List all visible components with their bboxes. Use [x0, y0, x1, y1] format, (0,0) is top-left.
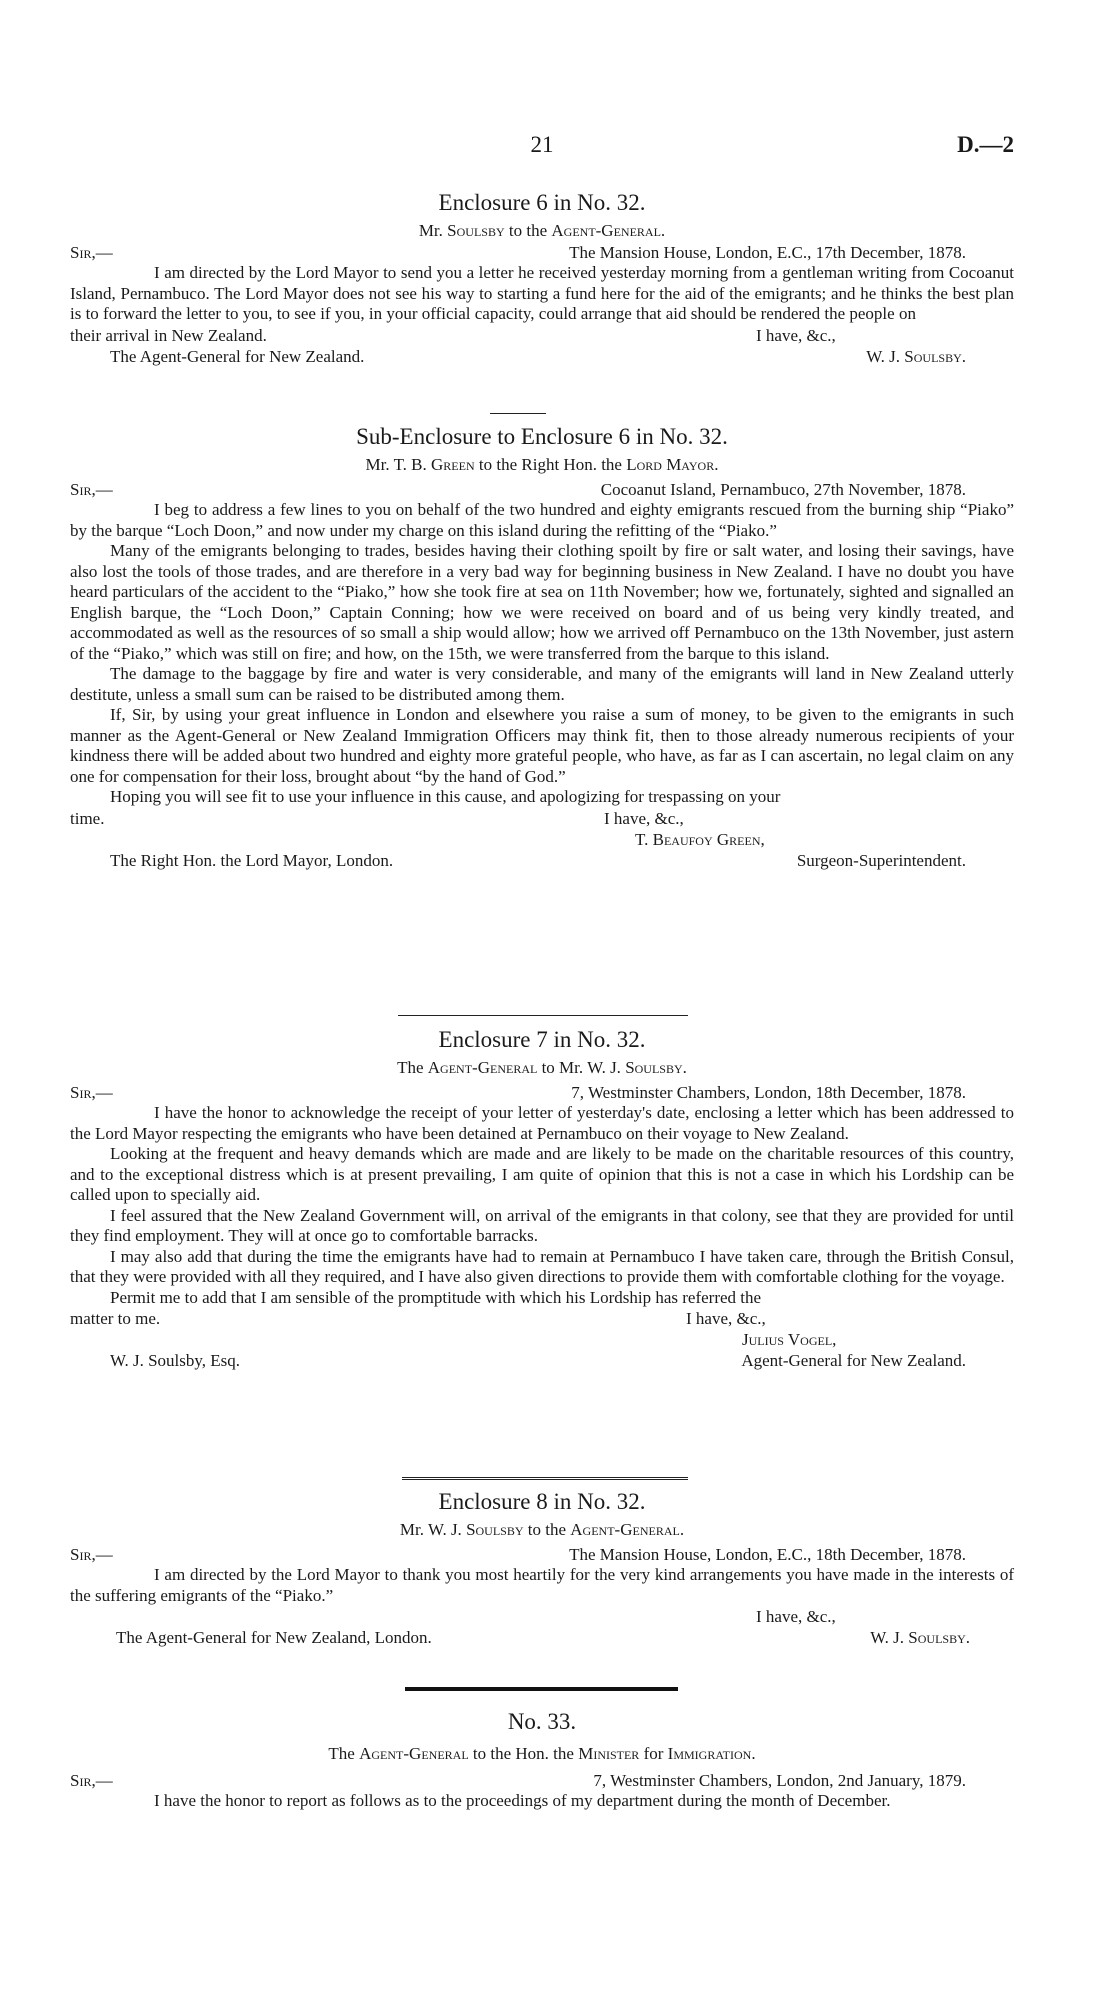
signature: W. J. Soulsby.: [866, 346, 966, 366]
section-title: No. 33.: [507, 1709, 577, 1734]
letter-address: The Mansion House, London, E.C., 18th December, 1878.: [569, 1545, 966, 1564]
no-33: [70, 1707, 1014, 1812]
recipient: The Agent-General for New Zealand, London.: [116, 1628, 432, 1647]
letter-from-to: The Agent-General to Mr. W. J. Soulsby.: [397, 1058, 687, 1077]
section-title: Enclosure 7 in No. 32.: [438, 1027, 646, 1052]
recipient: W. J. Soulsby, Esq.: [110, 1351, 241, 1370]
section-title: Enclosure 8 in No. 32.: [438, 1489, 646, 1514]
divider: [490, 413, 546, 414]
closing: I have, &c.,: [756, 325, 836, 345]
letter-paragraph: The damage to the baggage by fire and water is very considerable, and many of the emigrants will land in New Zealand utterly destitute, unless a small sum can be raised to be distributed among them.: [70, 664, 1014, 704]
letter-address: 7, Westminster Chambers, London, 2nd January, 1879.: [593, 1771, 966, 1790]
letter-from-to: Mr. W. J. Soulsby to the Agent-General.: [399, 1520, 685, 1539]
letter-paragraph: I may also add that during the time the emigrants have had to remain at Pernambuco I have taken care, through the British Consul, that they were provided with all they required, and I have also given directions to provide them with comfortable clothing for the voyage.: [70, 1246, 1014, 1286]
letter-paragraph: If, Sir, by using your great influence in London and elsewhere you raise a sum of money, to be given to the emigrants in such manner as the Agent-General or New Zealand Immigration Officers may think fit, then to those already numerous recipients of your kindness there will be added about two hundred and eighty more grateful people, who have, as far as I can ascertain, no legal claim on any one for compensation for their loss, brought about “by the hand of God.”: [70, 705, 1014, 786]
letter-paragraph: I am directed by the Lord Mayor to thank you most heartily for the very kind arrangements you have made in the interests of the suffering emigrants of the “Piako.”: [70, 1565, 1014, 1605]
salutation-address-line: [70, 1544, 1014, 1565]
section-title: Sub-Enclosure to Enclosure 6 in No. 32.: [356, 424, 728, 449]
recipient: The Agent-General for New Zealand.: [110, 346, 365, 366]
divider: [402, 1477, 688, 1480]
signature-title: Agent-General for New Zealand.: [741, 1351, 966, 1370]
letter-paragraph: I am directed by the Lord Mayor to send you a letter he received yesterday morning from a gentleman writing from Cocoanut Island, Pernambuco. The Lord Mayor does not see his way to starting a fund here for the aid of the emigrants; and he thinks the best plan is to forward the letter to you, to see if you, in your official capacity, could arrange that aid should be rendered the people on: [70, 263, 1014, 323]
sub-enclosure: Sub-Enclosure to Enclosure 6 in No. 32. Mr. T. B. Green to the Right Hon. the Lord Mayor. Sir,— Cocoanut Island, Pernambuco, 27th November, 1878. I beg to address a few lines to you on behalf of the two hundred and eighty emigrants rescued from the burning ship “Piako” by the barque “Loch Doon,” and now under my charge on this island during the refitting of the “Piako.” Many of the emigrants belonging to trades, besides having their clothing spoilt by fire or salt water, and losing their savings, have also lost the tools of those trades, and are therefore in a very bad way for beginning business in New Zealand. I have no doubt you have heard particulars of the accident to the “Piako,” how she took fire at sea on 11th November; how we, fortunately, sighted and signalled an English barque, the “Loch Doon,” Captain Conning; how we were received on board and of us being very kindly treated, and accommodated as well as the resources of so small a ship would allow; how we arrived off Pernambuco on the 13th November, just astern of the “Piako,” which was still on fire; and how, on the 15th, we were transferred from the barque to this island. The damage to the baggage by fire and water is very considerable, and many of the emigrants will land in New Zealand utterly destitute, unless a small sum can be raised to be distributed among them. If, Sir, by using your great influence in London and elsewhere you raise a sum of money, to be given to the emigrants in such manner as the Agent-General or New Zealand Immigration Officers may think fit, then to those already numerous recipients of your kindness there will be added about two hundred and eighty more grateful people, who have, as far as I can ascertain, no legal claim on any one for compensation for their loss, brought about “by the hand of God.” Hoping you will see fit to use your influence in this cause, and apologizing for trespassing on your time. I have, &c., T. Beaufoy Green, The Right Hon. the Lord Mayor, London. Surgeon-Superintendent.: [70, 424, 1014, 870]
signature-title: Surgeon-Superintendent.: [796, 850, 966, 870]
letter-paragraph: I feel assured that the New Zealand Government will, on arrival of the emigrants in that colony, see that they are provided for until they find employment. They will at once go to comfortable barracks.: [70, 1205, 1014, 1245]
signature: W. J. Soulsby.: [870, 1628, 970, 1647]
letter-paragraph: Permit me to add that I am sensible of the promptitude with which his Lordship has referred the: [110, 1287, 762, 1307]
letter-from-to: Mr. T. B. Green to the Right Hon. the Lord Mayor.: [365, 455, 719, 474]
letter-address: 7, Westminster Chambers, London, 18th December, 1878.: [571, 1083, 966, 1102]
section-title: Enclosure 6 in No. 32.: [438, 190, 646, 215]
letter-paragraph: Many of the emigrants belonging to trades, besides having their clothing spoilt by fire or salt water, and losing their savings, have also lost the tools of those trades, and are therefore in a very bad way for beginning business in New Zealand. I have no doubt you have heard particulars of the accident to the “Piako,” how she took fire at sea on 11th November; how we, fortunately, sighted and signalled an English barque, the “Loch Doon,” Captain Conning; how we were received on board and of us being very kindly treated, and accommodated as well as the resources of so small a ship would allow; how we arrived off Pernambuco on the 13th November, just astern of the “Piako,” which was still on fire; and how, on the 15th, we were transferred from the barque to this island.: [70, 541, 1014, 663]
signature: T. Beaufoy Green,: [635, 829, 765, 849]
enclosure-8: [70, 1487, 1014, 1648]
recipient: The Right Hon. the Lord Mayor, London.: [110, 850, 394, 870]
closing: I have, &c.,: [686, 1309, 766, 1328]
salutation: Sir,—: [70, 1083, 113, 1102]
closing: I have, &c.,: [756, 1607, 836, 1626]
page-header: [70, 132, 1014, 162]
salutation-address-line: [70, 479, 1014, 500]
letter-from-to: The Agent-General to the Hon. the Minister for Immigration.: [328, 1744, 756, 1763]
letter-paragraph: Hoping you will see fit to use your influence in this cause, and apologizing for trespassing on your: [110, 787, 781, 806]
letter-paragraph: I have the honor to report as follows as to the proceedings of my department during the month of December.: [154, 1791, 891, 1810]
salutation: Sir,—: [70, 1545, 113, 1564]
enclosure-6: Enclosure 6 in No. 32. Mr. Soulsby to the Agent-General. Sir,— The Mansion House, London, E.C., 17th December, 1878. I am directed by the Lord Mayor to send you a letter he received yesterday morning from a gentleman writing from Cocoanut Island, Pernambuco. The Lord Mayor does not see his way to starting a fund here for the aid of the emigrants; and he thinks the best plan is to forward the letter to you, to see if you, in your official capacity, could arrange that aid should be rendered the people on their arrival in New Zealand. I have, &c., The Agent-General for New Zealand. W. J. Soulsby.: [70, 190, 1014, 366]
letter-from-to: Mr. Soulsby to the Agent-General.: [418, 221, 666, 240]
enclosure-7: Enclosure 7 in No. 32. The Agent-General to Mr. W. J. Soulsby. Sir,— 7, Westminster Chambers, London, 18th December, 1878. I have the honor to acknowledge the receipt of your letter of yesterday's date, enclosing a letter which has been addressed to the Lord Mayor respecting the emigrants who have been detained at Pernambuco on their voyage to New Zealand. Looking at the frequent and heavy demands which are made and are likely to be made on the charitable resources of this country, and to the exceptional distress which is at present prevailing, I am quite of opinion that this is not a case in which his Lordship can be called upon to specially aid. I feel assured that the New Zealand Government will, on arrival of the emigrants in that colony, see that they are provided for until they find employment. They will at once go to comfortable barracks. I may also add that during the time the emigrants have had to remain at Pernambuco I have taken care, through the British Consul, that they were provided with all they required, and I have also given directions to provide them with comfortable clothing for the voyage. Permit me to add that I am sensible of the promptitude with which his Lordship has referred the matter to me. I have, &c., Julius Vogel, W. J. Soulsby, Esq. Agent-General for New Zealand.: [70, 1027, 1014, 1370]
letter-paragraph: Looking at the frequent and heavy demands which are made and are likely to be made on the charitable resources of this country, and to the exceptional distress which is at present prevailing, I am quite of opinion that this is not a case in which his Lordship can be called upon to specially aid.: [70, 1144, 1014, 1204]
salutation: Sir,—: [70, 243, 113, 262]
salutation-address-line: [70, 1082, 1014, 1103]
salutation-address-line: [70, 1770, 1014, 1791]
signature: Julius Vogel,: [742, 1330, 837, 1349]
closing: I have, &c.,: [604, 808, 684, 828]
page-number: 21: [530, 132, 554, 157]
letter-paragraph: I have the honor to acknowledge the receipt of your letter of yesterday's date, enclosing a letter which has been addressed to the Lord Mayor respecting the emigrants who have been detained at Pernambuco on their voyage to New Zealand.: [70, 1103, 1014, 1143]
salutation: Sir,—: [70, 1771, 113, 1790]
letter-address: The Mansion House, London, E.C., 17th December, 1878.: [569, 243, 966, 262]
document-reference: D.—2: [957, 132, 1014, 157]
salutation: Sir,—: [70, 480, 113, 499]
section-divider-thick: [405, 1687, 678, 1691]
divider: [398, 1015, 688, 1016]
salutation-address-line: [70, 242, 1014, 263]
letter-address: Cocoanut Island, Pernambuco, 27th November, 1878.: [600, 480, 966, 499]
letter-paragraph: I beg to address a few lines to you on behalf of the two hundred and eighty emigrants rescued from the burning ship “Piako” by the barque “Loch Doon,” and now under my charge on this island during the refitting of the “Piako.”: [70, 500, 1014, 540]
